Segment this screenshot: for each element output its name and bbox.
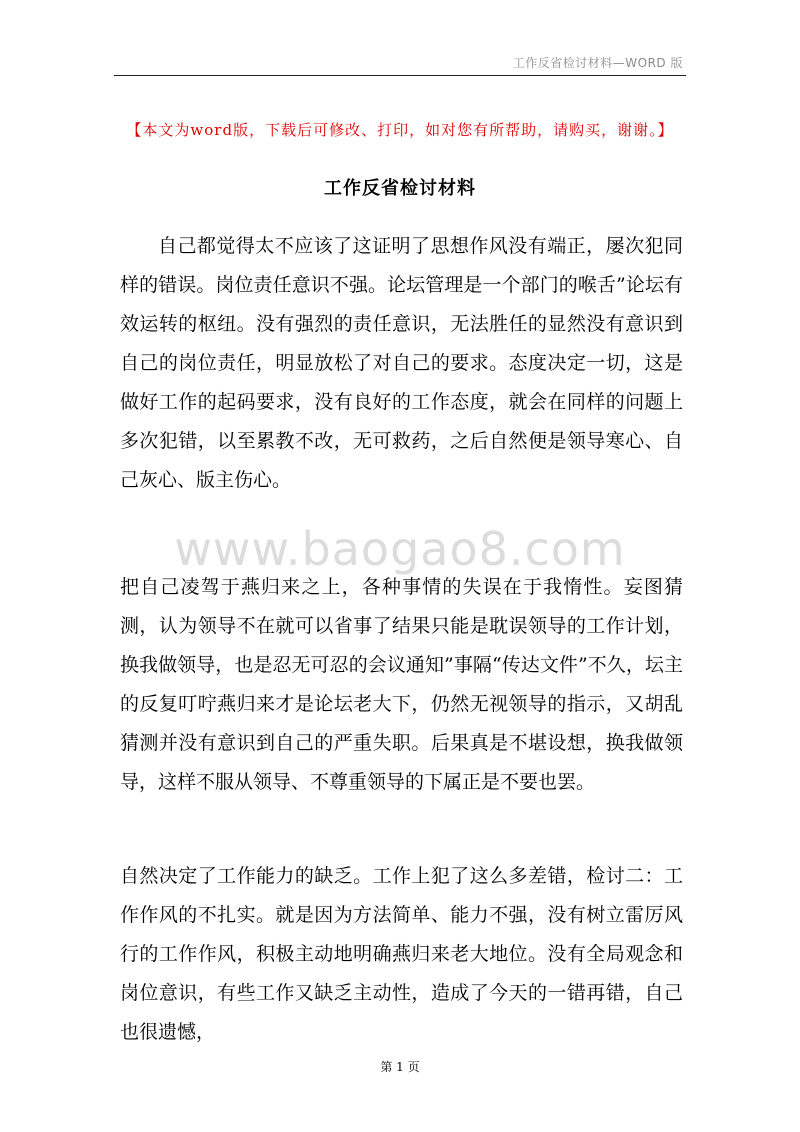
header-divider bbox=[114, 75, 686, 76]
paragraph-2: 把自己凌驾于燕归来之上，各种事情的失误在于我惰性。妄图猜测，认为领导不在就可以省事了结果只能是耽误领导的工作计划，换我做领导，也是忍无可忍的会议通知”事隔“传达文件”不久，坛主的反复叮咛燕归来才是论坛老大下，仍然无视领导的指示，又胡乱猜测并没有意识到自己的严重失职。后果真是不堪设想，换我做领导，这样不服从领导、不尊重领导的下属正是不要也罢。 bbox=[120, 576, 683, 793]
paragraph-3: 自然决定了工作能力的缺乏。工作上犯了这么多差错，检讨二：工作作风的不扎实。就是因为方法简单、能力不强，没有树立雷厉风行的工作作风，积极主动地明确燕归来老大地位。没有全局观念和岗位意识，有些工作又缺乏主动性，造成了今天的一错再错，自己也很遗憾， bbox=[120, 865, 683, 1043]
download-notice: 【本文为word版，下载后可修改、打印，如对您有所帮助，请购买，谢谢。】 bbox=[126, 121, 674, 139]
paragraph-1: 自己都觉得太不应该了这证明了思想作风没有端正，屡次犯同样的错误。岗位责任意识不强。论坛管理是一个部门的喉舌”论坛有效运转的枢纽。没有强烈的责任意识，无法胜任的显然没有意识到自己的岗位责任，明显放松了对自己的要求。态度决定一切，这是做好工作的起码要求，没有良好的工作态度，就会在同样的问题上多次犯错，以至累教不改，无可救药，之后自然便是领导寒心、自己灰心、版主伤心。 bbox=[120, 235, 683, 491]
document-title: 工作反省检讨材料 bbox=[324, 178, 476, 199]
page-header: 工作反省检讨材料—WORD 版 bbox=[512, 56, 683, 70]
page-number: 第 1 页 bbox=[380, 1060, 420, 1074]
watermark: www.baogao8.com bbox=[174, 522, 626, 576]
